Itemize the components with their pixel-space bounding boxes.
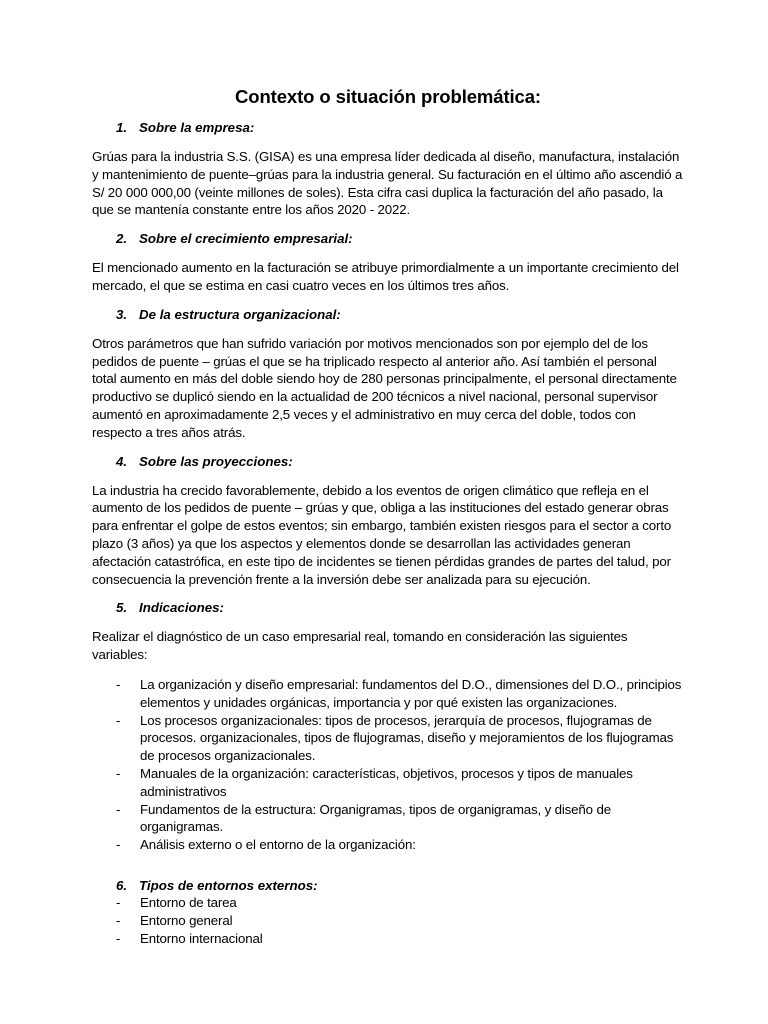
section-body-proyecciones: La industria ha crecido favorablemente, debido a los eventos de origen climático que refleja en el aumento de los pedidos de puente – grúas y que, obliga a las instituciones del estado generar obras para enfrentar el golpe de estos eventos; sin embargo, también existen riesgos para el sector a corto plazo (3 años) ya que los aspectos y elementos donde se desarrollan las actividades generan afectación catastrófica, en este tipo de incidentes se tienen pérdidas grandes de partes del talud, por consecuencia la prevención frente a la inversión debe ser analizada para su ejecución. <box>92 482 672 587</box>
section-number: 5. <box>116 600 128 616</box>
list-item <box>92 765 684 801</box>
list-item-text: Manuales de la organización: características, objetivos, procesos y tipos de manuales administrativos <box>140 765 633 799</box>
list-item <box>92 676 684 712</box>
list-item <box>92 912 684 930</box>
section-title: Tipos de entornos externos: <box>139 877 318 893</box>
section-title: Indicaciones: <box>139 600 224 616</box>
section-title: Sobre el crecimiento empresarial: <box>139 231 353 247</box>
list-item-text: Entorno internacional <box>140 930 263 946</box>
dash-marker: - <box>116 676 121 692</box>
list-item <box>92 930 684 948</box>
section-number: 2. <box>116 231 128 247</box>
list-item-text: Fundamentos de la estructura: Organigramas, tipos de organigramas, y diseño de organigramas. <box>140 801 611 835</box>
section-number: 3. <box>116 306 128 322</box>
section-number: 4. <box>116 453 128 469</box>
section-heading-indicaciones <box>92 600 684 616</box>
page-title: Contexto o situación problemática: <box>235 86 541 107</box>
list-item <box>92 801 684 837</box>
section-heading-crecimiento <box>92 231 684 247</box>
dash-marker: - <box>116 894 121 910</box>
section-body-estructura: Otros parámetros que han sufrido variación por motivos mencionados son por ejemplo del de los pedidos de puente – grúas el que se ha triplicado respecto al anterior año. Así también el personal total aumento en más del doble siendo hoy de 280 personas principalmente, el personal directamente productivo se duplicó siendo en la actualidad de 200 técnicos a nivel nacional, personal supervisor aumentó en aproximadamente 2,5 veces y el administrativo en muy cerca del doble, todos con respecto a tres años atrás. <box>92 335 677 440</box>
section-number: 1. <box>116 120 128 135</box>
section-title: Sobre las proyecciones: <box>139 453 293 469</box>
dash-marker: - <box>116 801 121 817</box>
entornos-list <box>92 894 684 947</box>
dash-marker: - <box>116 765 121 781</box>
dash-marker: - <box>116 912 121 928</box>
list-item-text: Los procesos organizacionales: tipos de procesos, jerarquía de procesos, flujogramas de procesos. organizacionales, tipos de flujogramas, diseño y mejoramientos de los flujogramas de procesos organizacionales. <box>140 712 674 764</box>
list-item <box>92 712 684 765</box>
section-heading-entornos <box>92 878 684 894</box>
list-item-text: La organización y diseño empresarial: fundamentos del D.O., dimensiones del D.O., principios elementos y unidades orgánicas, importancia y por qué existen las organizaciones. <box>140 676 682 710</box>
blank-line <box>92 866 684 878</box>
indicaciones-list <box>92 676 684 854</box>
section-number: 6. <box>116 877 128 893</box>
section-heading-proyecciones <box>92 454 684 470</box>
dash-marker: - <box>116 930 121 946</box>
list-item-text: Entorno general <box>140 912 233 928</box>
section-title: Sobre la empresa: <box>139 120 255 135</box>
list-item <box>92 894 684 912</box>
section-body-empresa: Grúas para la industria S.S. (GISA) es una empresa líder dedicada al diseño, manufactura, instalación y mantenimiento de puente–grúas para la industria general. Su facturación en el último año ascendió a S/ 20 000 000,00 (veinte millones de soles). Esta cifra casi duplica la facturación del año pasado, la que se mantenía constante entre los años 2020 - 2022. <box>92 149 683 218</box>
list-item-text: Análisis externo o el entorno de la organización: <box>140 837 416 853</box>
section-title: De la estructura organizacional: <box>139 306 341 322</box>
dash-marker: - <box>116 712 121 728</box>
section-heading-empresa <box>92 120 684 136</box>
list-item <box>92 836 684 854</box>
section-heading-estructura <box>92 307 684 323</box>
list-item-text: Entorno de tarea <box>140 894 237 910</box>
section-body-indicaciones: Realizar el diagnóstico de un caso empresarial real, tomando en consideración las siguientes variables: <box>92 629 628 663</box>
section-body-crecimiento: El mencionado aumento en la facturación se atribuye primordialmente a un importante crecimiento del mercado, el que se estima en casi cuatro veces en los últimos tres años. <box>92 260 679 293</box>
dash-marker: - <box>116 837 121 853</box>
